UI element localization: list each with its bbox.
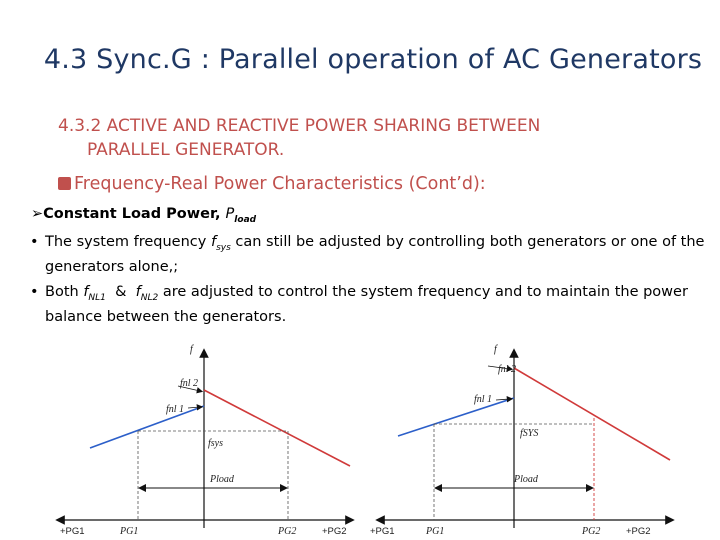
arrow-bullet-icon: ➢: [31, 206, 44, 222]
diagram-right: [370, 338, 690, 538]
point-subscript: load: [234, 214, 257, 225]
bullet-text: The system frequency: [45, 234, 211, 250]
gen1-characteristic-line: [90, 406, 204, 448]
bullet-dot-icon: •: [30, 283, 39, 300]
symbol-f: f: [210, 234, 217, 250]
gen2-characteristic-line: [514, 368, 670, 460]
gen1-characteristic-line: [398, 398, 514, 436]
section-heading-line1: 4.3.2 ACTIVE AND REACTIVE POWER SHARING BETWEEN: [58, 116, 541, 136]
f-axis-label: f: [190, 344, 193, 355]
bullet-text: can still be adjusted by controlling both generators or one of the generators alone,;: [45, 234, 705, 275]
bullet-text: Both: [45, 283, 84, 300]
pg2-label: PG2: [582, 526, 601, 537]
pg1-label: PG1: [120, 526, 139, 537]
symbol-sub: NL1: [88, 292, 106, 303]
ampersand: &: [105, 283, 136, 300]
bullet-text: are adjusted to control the system frequency and to maintain the power balance between the generators.: [45, 283, 688, 325]
section-heading: [58, 114, 540, 162]
fnl2-label: fnl 2: [180, 378, 199, 389]
plus-pg1-label: +PG1: [370, 526, 395, 537]
plus-pg2-label: +PG2: [322, 526, 347, 537]
subheading: [58, 174, 486, 194]
symbol-f: f: [83, 283, 89, 300]
diagram-left: [50, 338, 370, 538]
section-heading-line2: PARALLEL GENERATOR.: [87, 140, 285, 160]
fsys-label: fsys: [208, 438, 223, 449]
symbol-f: f: [135, 283, 141, 300]
fsys-label: fSYS: [520, 428, 539, 439]
pg1-label: PG1: [426, 526, 445, 537]
point-symbol: P: [225, 206, 235, 222]
gen2-characteristic-line: [204, 390, 350, 466]
pload-label: Pload: [210, 474, 234, 485]
fnl1-label: fnl 1: [166, 404, 185, 415]
fnl2-label: fnl 2: [498, 364, 517, 375]
bullet-item: [28, 283, 708, 327]
bullet-item: [28, 233, 708, 277]
square-bullet-icon: [58, 177, 71, 190]
symbol-sub: NL2: [140, 292, 159, 303]
slide-title: 4.3 Sync.G : Parallel operation of AC Generators: [43, 44, 703, 75]
bullet-list: [28, 233, 708, 333]
plus-pg1-label: +PG1: [60, 526, 85, 537]
subheading-text: Frequency-Real Power Characteristics (Cont’d):: [74, 174, 486, 194]
point-constant-load: [31, 206, 256, 225]
pg2-label: PG2: [278, 526, 297, 537]
symbol-sub: sys: [216, 242, 231, 253]
f-axis-label: f: [494, 344, 497, 355]
bullet-dot-icon: •: [30, 234, 39, 250]
point-prefix: Constant Load Power,: [43, 206, 226, 222]
plus-pg2-label: +PG2: [626, 526, 651, 537]
fnl1-label: fnl 1: [474, 394, 493, 405]
pload-label: Pload: [514, 474, 538, 485]
